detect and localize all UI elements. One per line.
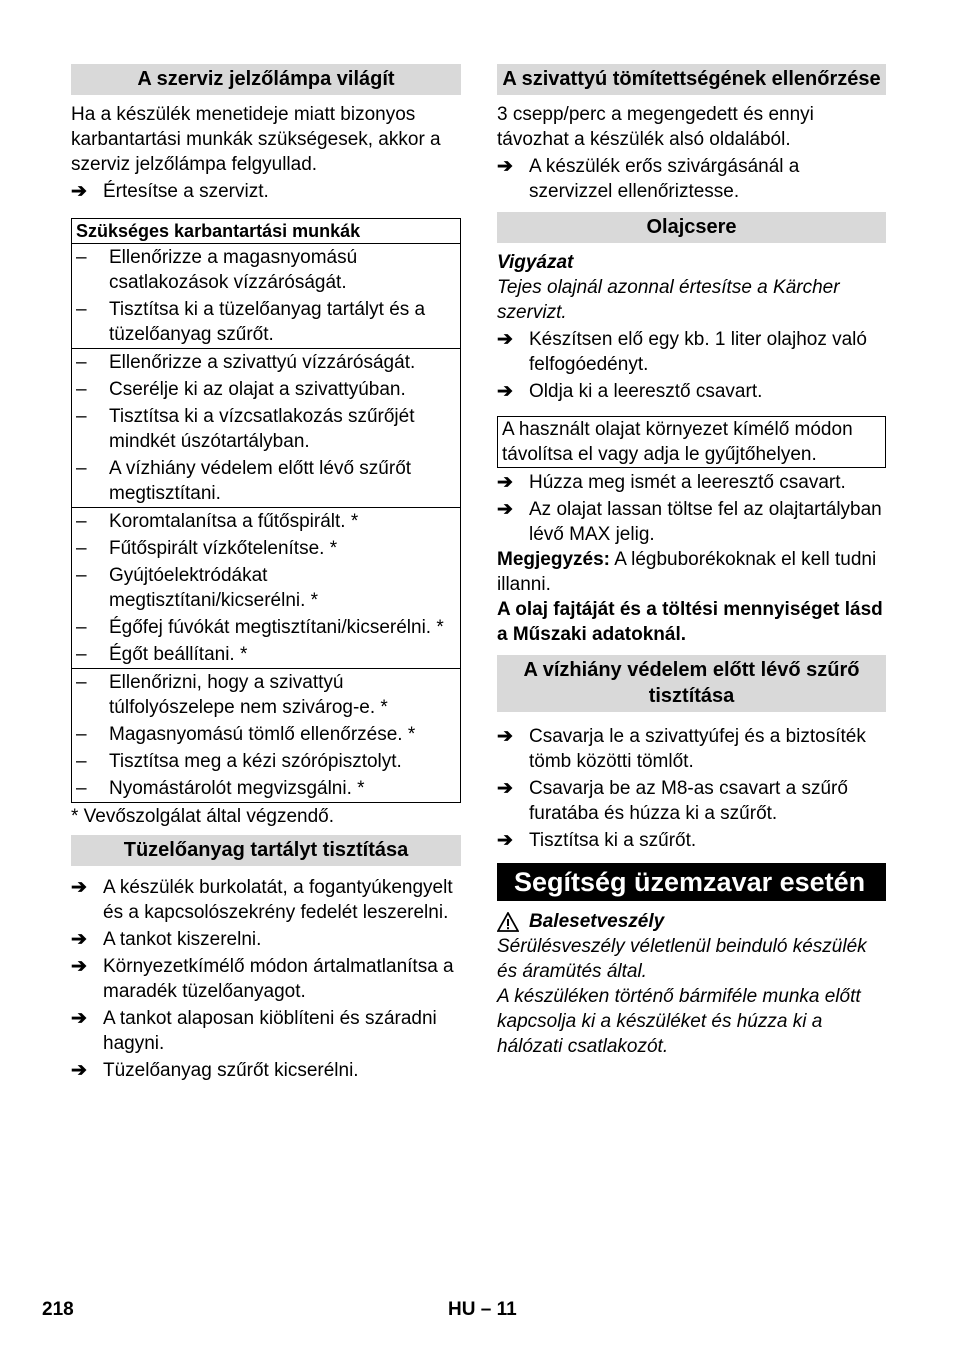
maintenance-group xyxy=(72,244,461,349)
maintenance-item: – Nyomástárolót megvizsgálni. * xyxy=(72,775,460,802)
arrow-right-icon: ➔ xyxy=(71,956,87,977)
maintenance-group xyxy=(72,349,461,508)
maintenance-item: – Tisztítsa ki a vízcsatlakozás szűrőjét mindkét úszótartályban. xyxy=(72,403,460,455)
dash-bullet: – xyxy=(76,724,87,745)
arrow-right-icon: ➔ xyxy=(71,929,87,950)
page-code: HU – 11 xyxy=(448,1299,517,1320)
section-heading-service-lamp: A szerviz jelzőlámpa világít xyxy=(71,64,461,95)
arrow-right-icon: ➔ xyxy=(497,156,513,177)
maintenance-item: – A vízhiány védelem előtt lévő szűrőt megtisztítani. xyxy=(72,455,460,507)
instruction-step: ➔ Az olajat lassan töltse fel az olajtartályban lévő MAX jelig. xyxy=(497,499,882,545)
arrow-right-icon: ➔ xyxy=(497,499,513,520)
left-column xyxy=(71,64,461,1083)
arrow-right-icon: ➔ xyxy=(71,1008,87,1029)
page-number: 218 xyxy=(42,1299,74,1320)
maintenance-item: – Ellenőrizze a magasnyomású csatlakozások vízzáróságát. xyxy=(72,244,460,296)
danger-heading xyxy=(497,909,886,934)
instruction-step: ➔ Csavarja be az M8-as csavart a szűrő furatába és húzza ki a szűrőt. xyxy=(497,778,848,824)
oil-change-steps-2 xyxy=(497,470,886,547)
dash-bullet: – xyxy=(76,299,87,320)
maintenance-item: – Tisztítsa ki a tüzelőanyag tartályt és a tüzelőanyag szűrőt. xyxy=(72,296,460,348)
arrow-right-icon: ➔ xyxy=(71,181,87,202)
note-label: Megjegyzés: xyxy=(497,549,610,570)
dash-bullet: – xyxy=(76,458,87,479)
section-heading-pump-seal: A szivattyú tömítettségének ellenőrzése xyxy=(497,64,886,95)
arrow-right-icon: ➔ xyxy=(497,381,513,402)
caution-text: Tejes olajnál azonnal értesítse a Kärcher szervizt. xyxy=(497,277,840,323)
dash-bullet: – xyxy=(76,511,87,532)
dash-bullet: – xyxy=(76,247,87,268)
dash-bullet: – xyxy=(76,379,87,400)
danger-text-2: A készüléken történő bármiféle munka előtt kapcsolja ki a készüléket és húzza ki a hálózati csatlakozót. xyxy=(497,986,861,1057)
arrow-right-icon: ➔ xyxy=(71,877,87,898)
maintenance-item: – Ellenőrizze a szivattyú vízzáróságát. xyxy=(72,349,460,376)
note-paragraph xyxy=(497,547,886,597)
caution-label: Vigyázat xyxy=(497,252,574,273)
maintenance-item: – Tisztítsa meg a kézi szórópisztolyt. xyxy=(72,748,460,775)
dash-bullet: – xyxy=(76,352,87,373)
arrow-right-icon: ➔ xyxy=(497,329,513,350)
maintenance-item: – Fűtőspirált vízkőtelenítse. * xyxy=(72,535,460,562)
maintenance-item: – Magasnyomású tömlő ellenőrzése. * xyxy=(72,721,460,748)
section-heading-troubleshooting: Segítség üzemzavar esetén xyxy=(497,863,886,901)
dash-bullet: – xyxy=(76,778,87,799)
service-lamp-paragraph: Ha a készülék menetideje miatt bizonyos karbantartási munkák szükségesek, akkor a szerviz jelzőlámpa felgyullad. xyxy=(71,104,441,175)
instruction-step: ➔ Környezetkímélő módon ártalmatlanítsa a maradék tüzelőanyagot. xyxy=(71,956,454,1002)
fuel-tank-steps xyxy=(71,875,461,1083)
maintenance-item: – Égőt beállítani. * xyxy=(72,641,460,668)
dash-bullet: – xyxy=(76,538,87,559)
disposal-note-box: A használt olajat környezet kímélő módon távolítsa el vagy adja le gyűjtőhelyen. xyxy=(497,416,886,468)
arrow-right-icon: ➔ xyxy=(497,472,513,493)
instruction-step: ➔ A tankot alaposan kiöblíteni és száradni hagyni. xyxy=(71,1008,437,1054)
warning-triangle-icon xyxy=(497,912,519,932)
section-heading-oil-change: Olajcsere xyxy=(497,212,886,243)
section-heading-fuel-tank: Tüzelőanyag tartályt tisztítása xyxy=(71,835,461,866)
table-footnote: * Vevőszolgálat által végzendő. xyxy=(71,806,335,827)
maintenance-table-header: Szükséges karbantartási munkák xyxy=(72,219,461,244)
dash-bullet: – xyxy=(76,644,87,665)
maintenance-item: – Koromtalanítsa a fűtőspirált. * xyxy=(72,508,460,535)
instruction-step: ➔ Csavarja le a szivattyúfej és a biztosíték tömb közötti tömlőt. xyxy=(497,726,866,772)
instruction-step: ➔ Értesítse a szervizt. xyxy=(71,181,269,202)
maintenance-group xyxy=(72,669,461,803)
section-heading-filter-cleaning: A vízhiány védelem előtt lévő szűrő tisztítása xyxy=(497,655,886,712)
filter-cleaning-steps xyxy=(497,724,886,853)
instruction-step: ➔ Húzza meg ismét a leeresztő csavart. xyxy=(497,472,846,493)
dash-bullet: – xyxy=(76,565,87,586)
oil-spec-note: A olaj fajtáját és a töltési mennyiséget lásd a Műszaki adatoknál. xyxy=(497,599,883,645)
dash-bullet: – xyxy=(76,751,87,772)
maintenance-item: – Cserélje ki az olajat a szivattyúban. xyxy=(72,376,460,403)
instruction-step: ➔ A tankot kiszerelni. xyxy=(71,929,262,950)
arrow-right-icon: ➔ xyxy=(497,726,513,747)
oil-change-steps-1 xyxy=(497,327,886,404)
instruction-step: ➔ A készülék burkolatát, a fogantyúkengyelt és a kapcsolószekrény fedelét leszerelni. xyxy=(71,877,453,923)
dash-bullet: – xyxy=(76,406,87,427)
dash-bullet: – xyxy=(76,617,87,638)
instruction-step: ➔ Tüzelőanyag szűrőt kicserélni. xyxy=(71,1060,359,1081)
instruction-step: ➔ A készülék erős szivárgásánál a szervizzel ellenőriztesse. xyxy=(497,156,800,202)
maintenance-table xyxy=(71,218,461,803)
arrow-right-icon: ➔ xyxy=(497,778,513,799)
arrow-right-icon: ➔ xyxy=(71,1060,87,1081)
danger-text-1: Sérülésveszély véletlenül beinduló készülék és áramütés által. xyxy=(497,936,867,982)
maintenance-group xyxy=(72,508,461,669)
dash-bullet: – xyxy=(76,672,87,693)
instruction-step: ➔ Oldja ki a leeresztő csavart. xyxy=(497,381,763,402)
pump-seal-paragraph: 3 csepp/perc a megengedett és ennyi távozhat a készülék alsó oldalából. xyxy=(497,104,814,150)
maintenance-item: – Gyújtóelektródákat megtisztítani/kicserélni. * xyxy=(72,562,460,614)
note-text: A légbuborékoknak el kell tudni illanni. xyxy=(497,549,877,595)
instruction-step: ➔ Készítsen elő egy kb. 1 liter olajhoz való felfogóedényt. xyxy=(497,329,867,375)
maintenance-item: – Ellenőrizni, hogy a szivattyú túlfolyószelepe nem szivárog-e. * xyxy=(72,669,460,721)
arrow-right-icon: ➔ xyxy=(497,830,513,851)
maintenance-item: – Égőfej fúvókát megtisztítani/kicserélni. * xyxy=(72,614,460,641)
danger-label: Balesetveszély xyxy=(529,911,665,932)
instruction-step: ➔ Tisztítsa ki a szűrőt. xyxy=(497,830,697,851)
right-column xyxy=(497,64,886,1059)
